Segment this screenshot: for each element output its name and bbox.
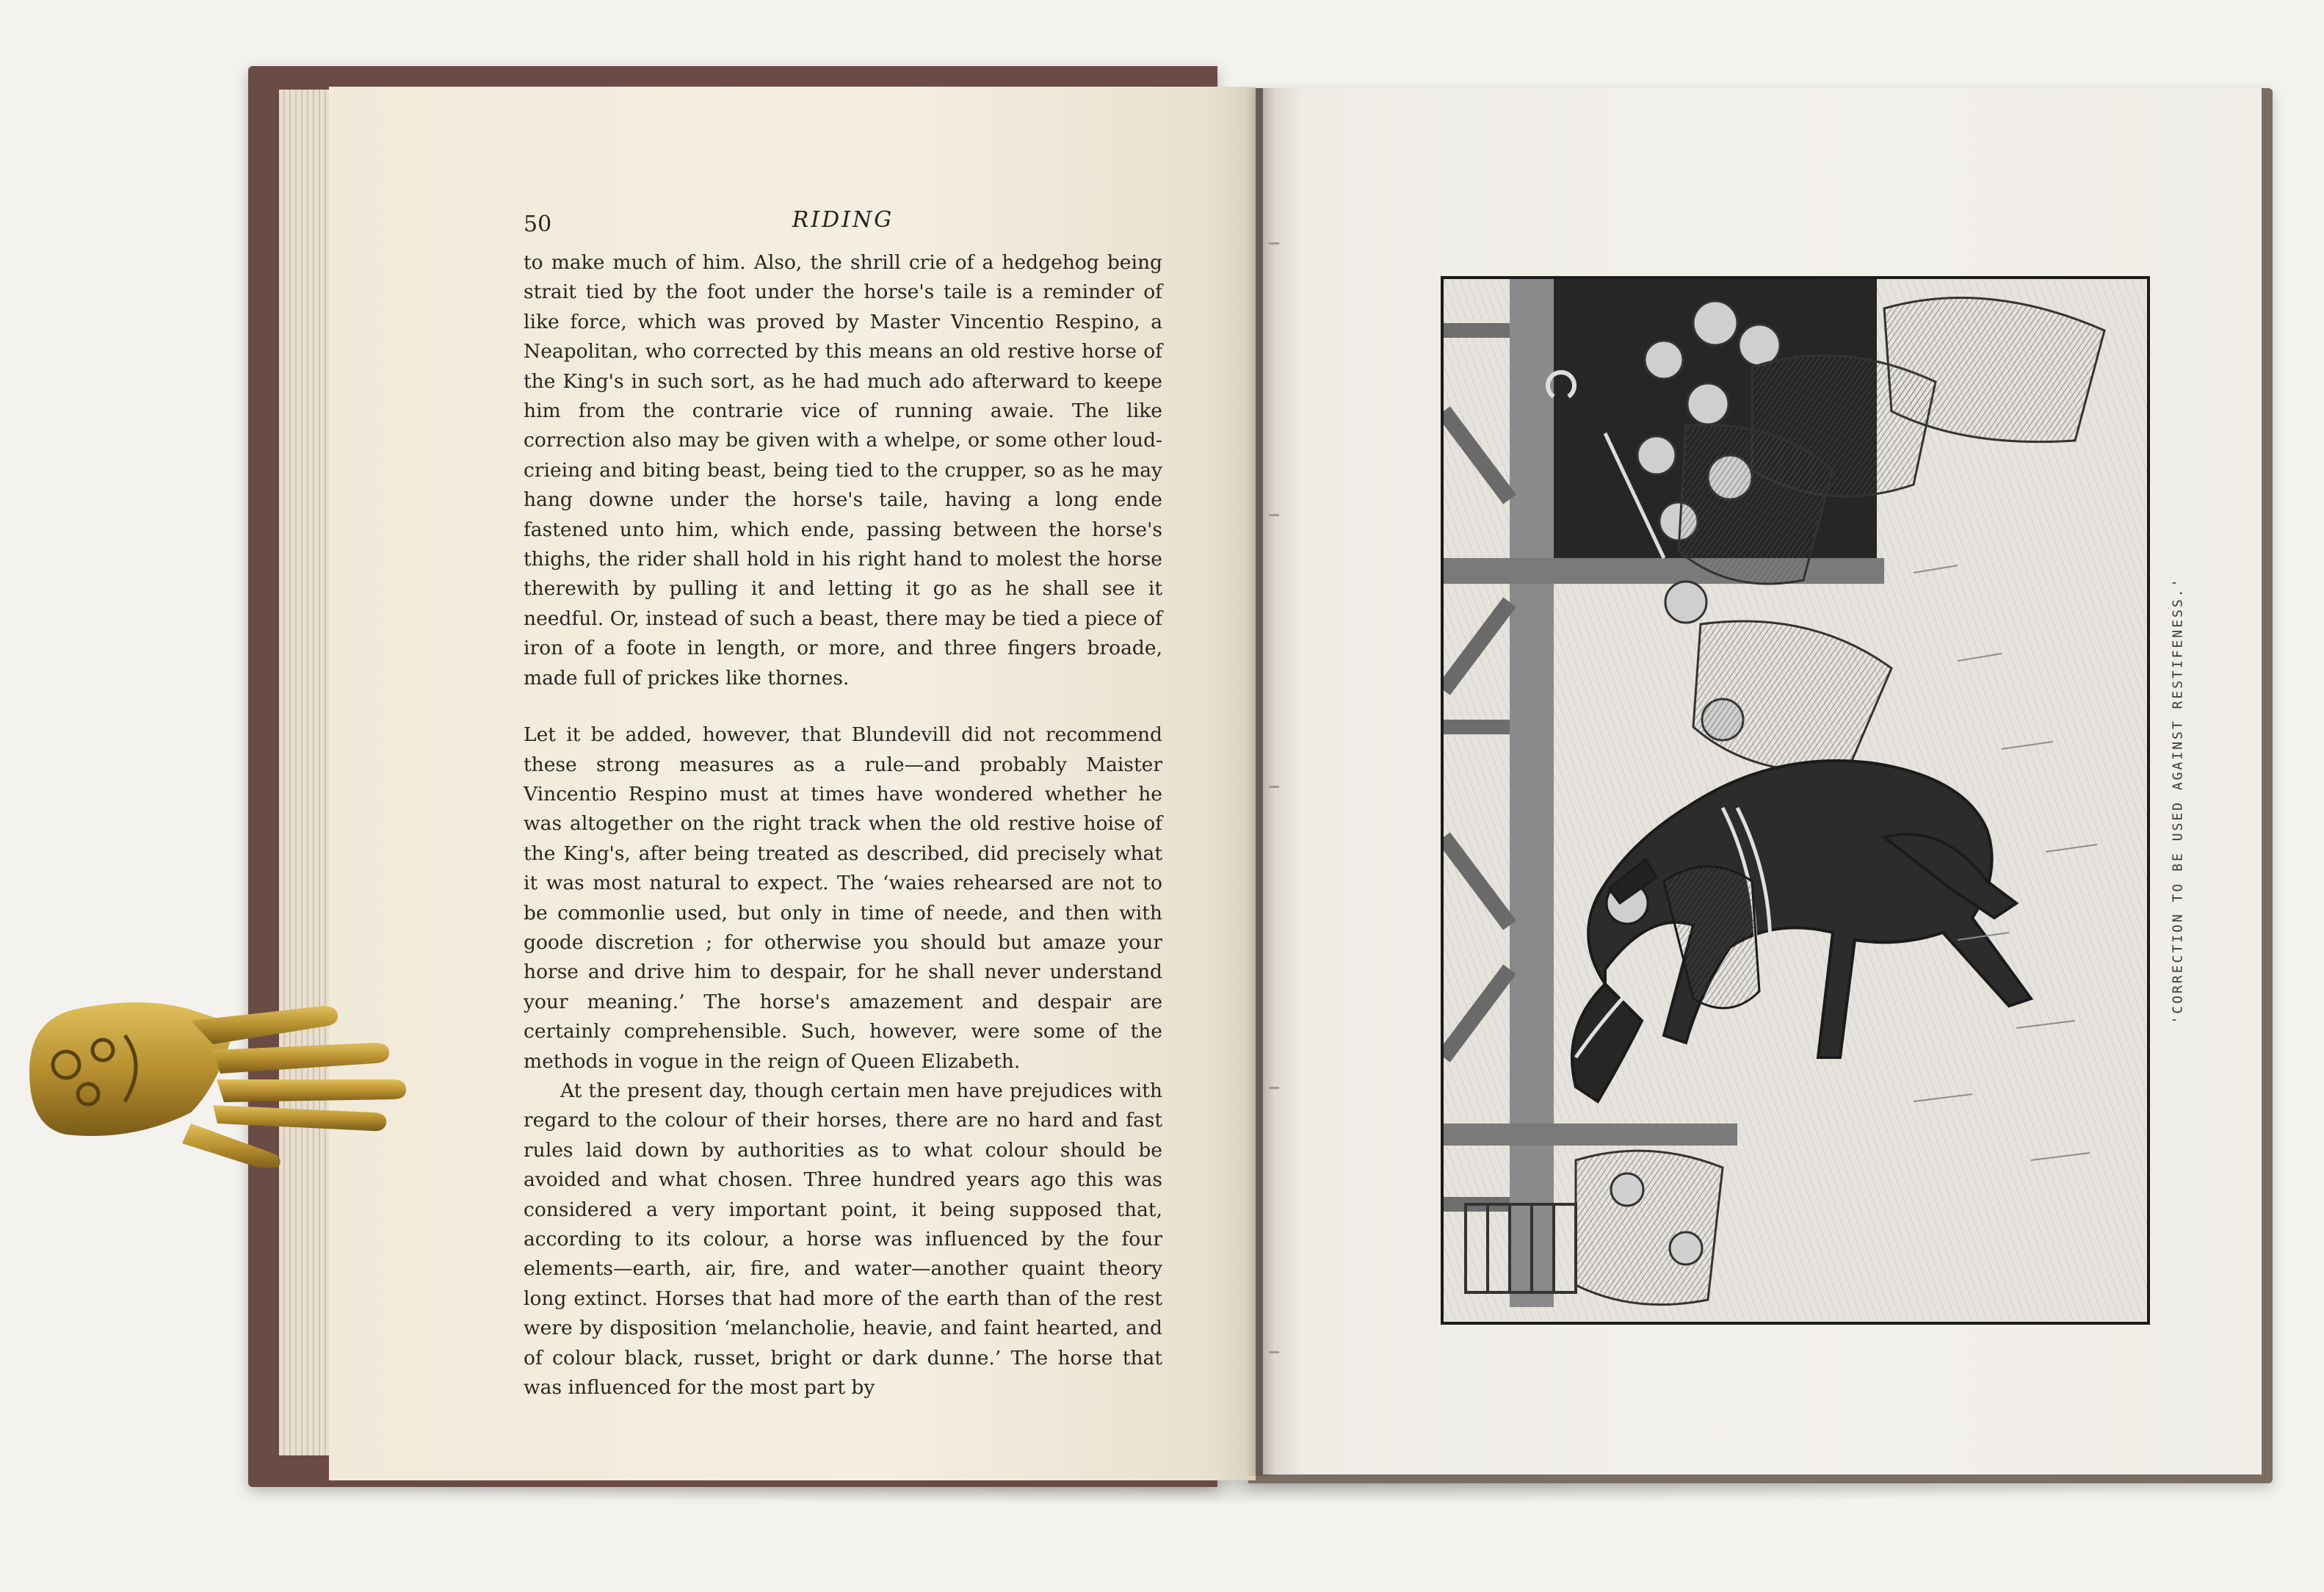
paragraph: Let it be added, however, that Blundevill did not recommend these strong measures as a rule—and probably Maister Vincentio Respino must at times have wondered whether he was altogether on the right track when the old restive hoise of the King's, after being treated as described, did precisely what it was most natural to expect. The ‘waies rehearsed are not to be commonlie used, but only in time of neede, and then with goode discretion ; for otherwise you should but amaze your horse and drive him to despair, for he shall never understand your meaning.’ The horse's amazement and despair are certainly comprehensible. Such, however, were some of the methods in vogue in the reign of Queen Elizabeth. xyxy=(524,723,1162,1073)
illustration-plate xyxy=(1441,276,2150,1325)
body-text xyxy=(524,248,1162,1403)
running-head xyxy=(524,207,1162,244)
running-head-title: RIDING xyxy=(792,207,894,233)
binding-stitch xyxy=(1269,514,1279,516)
brass-hand-bookmark xyxy=(7,977,419,1168)
paragraph: to make much of him. Also, the shrill crie of a hedgehog being strait tied by the foot under the horse's taile is a reminder of like force, which was proved by Master Vincentio Respino, a Neapolitan, who corrected by this means an old restive horse of the King's in such sort, as he had much ado afterward to keepe him from the contrarie vice of running awaie. The like correction also may be given with a whelpe, or some other loud-crieing and biting beast, being tied to the crupper, so as he may hang downe under the horse's taile, having a long ende fastened unto him, which ende, passing between the horse's thighs, the rider shall hold in his right hand to molest the horse therewith by pulling it and letting it go as he shall see it needful. Or, instead of such a beast, there may be tied a piece of iron of a foote in length, or more, and three fingers broade, made full of prickes like thornes. xyxy=(524,251,1162,690)
engraving-illustration xyxy=(1444,279,2147,1322)
binding-stitch xyxy=(1269,1351,1279,1353)
binding-stitch xyxy=(1269,242,1279,245)
binding-stitch xyxy=(1269,1087,1279,1089)
caption-text: 'CORRECTION TO BE USED AGAINST RESTIFENESS.' xyxy=(2170,576,2186,1024)
paragraph: At the present day, though certain men have prejudices with regard to the colour of their horses, there are no hard and fast rules laid down by authorities as to what colour should be avoided and what chosen. Three hundred years ago this was considered a very important point, it being supposed that, according to its colour, a horse was influenced by the four elements—earth, air, fire, and water—another quaint theory long extinct. Horses that had more of the earth than of the rest were by disposition ‘melancholie, heavie, and faint hearted, and of colour black, russet, bright or dark dunne.’ The horse that was influenced for the most part by xyxy=(524,1079,1162,1400)
page-number: 50 xyxy=(524,211,552,237)
book-gutter xyxy=(1245,88,1275,1476)
binding-stitch xyxy=(1269,786,1279,788)
